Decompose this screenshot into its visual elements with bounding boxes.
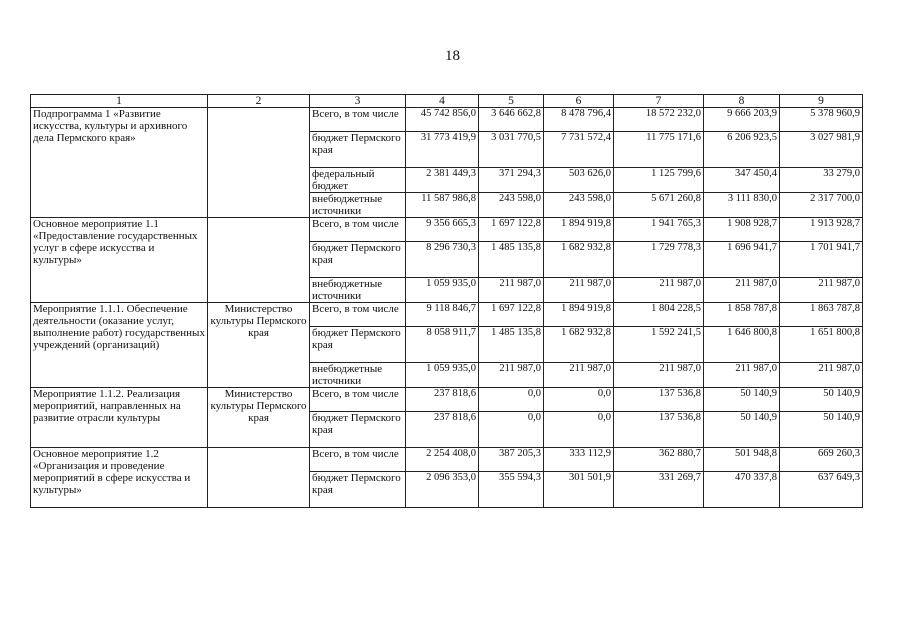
amount-cell: 1 913 928,7 <box>780 218 863 242</box>
column-number: 3 <box>310 95 406 108</box>
amount-cell: 211 987,0 <box>544 278 614 303</box>
table-row <box>31 448 863 472</box>
amount-cell: 3 031 770,5 <box>479 132 544 168</box>
amount-cell: 31 773 419,9 <box>406 132 479 168</box>
amount-cell: 3 027 981,9 <box>780 132 863 168</box>
table-row <box>31 303 863 327</box>
amount-cell: 5 671 260,8 <box>614 193 704 218</box>
amount-cell: 1 858 787,8 <box>704 303 780 327</box>
amount-cell: 211 987,0 <box>704 278 780 303</box>
amount-cell: 371 294,3 <box>479 168 544 193</box>
amount-cell: 211 987,0 <box>780 363 863 388</box>
program-name-cell: Подпрограмма 1 «Развитие искусства, культуры и архивного дела Пермского края» <box>31 108 208 218</box>
column-number: 1 <box>31 95 208 108</box>
funding-source-cell: внебюджетные источники <box>310 278 406 303</box>
amount-cell: 211 987,0 <box>780 278 863 303</box>
funding-source-cell: бюджет Пермского края <box>310 132 406 168</box>
amount-cell: 50 140,9 <box>704 388 780 412</box>
amount-cell: 211 987,0 <box>544 363 614 388</box>
amount-cell: 45 742 856,0 <box>406 108 479 132</box>
amount-cell: 1 697 122,8 <box>479 218 544 242</box>
amount-cell: 1 729 778,3 <box>614 242 704 278</box>
table-row <box>31 218 863 242</box>
amount-cell: 2 381 449,3 <box>406 168 479 193</box>
funding-source-cell: бюджет Пермского края <box>310 472 406 508</box>
amount-cell: 0,0 <box>544 412 614 448</box>
amount-cell: 1 696 941,7 <box>704 242 780 278</box>
amount-cell: 211 987,0 <box>614 278 704 303</box>
funding-source-cell: бюджет Пермского края <box>310 242 406 278</box>
responsible-cell: Министерство культуры Пермского края <box>208 303 310 388</box>
amount-cell: 669 260,3 <box>780 448 863 472</box>
amount-cell: 211 987,0 <box>614 363 704 388</box>
amount-cell: 237 818,6 <box>406 388 479 412</box>
amount-cell: 11 775 171,6 <box>614 132 704 168</box>
amount-cell: 2 254 408,0 <box>406 448 479 472</box>
funding-source-cell: бюджет Пермского края <box>310 327 406 363</box>
program-name-cell: Основное мероприятие 1.1 «Предоставление государственных услуг в сфере искусства и культуры» <box>31 218 208 303</box>
funding-source-cell: Всего, в том числе <box>310 218 406 242</box>
amount-cell: 50 140,9 <box>704 412 780 448</box>
table-row <box>31 108 863 132</box>
amount-cell: 1 485 135,8 <box>479 242 544 278</box>
amount-cell: 501 948,8 <box>704 448 780 472</box>
amount-cell: 1 682 932,8 <box>544 242 614 278</box>
amount-cell: 1 908 928,7 <box>704 218 780 242</box>
amount-cell: 347 450,4 <box>704 168 780 193</box>
amount-cell: 1 682 932,8 <box>544 327 614 363</box>
funding-source-cell: внебюджетные источники <box>310 363 406 388</box>
amount-cell: 8 478 796,4 <box>544 108 614 132</box>
amount-cell: 0,0 <box>479 412 544 448</box>
amount-cell: 8 296 730,3 <box>406 242 479 278</box>
amount-cell: 1 804 228,5 <box>614 303 704 327</box>
amount-cell: 1 592 241,5 <box>614 327 704 363</box>
funding-source-cell: федеральный бюджет <box>310 168 406 193</box>
amount-cell: 7 731 572,4 <box>544 132 614 168</box>
amount-cell: 2 317 700,0 <box>780 193 863 218</box>
amount-cell: 0,0 <box>544 388 614 412</box>
amount-cell: 3 111 830,0 <box>704 193 780 218</box>
amount-cell: 1 125 799,6 <box>614 168 704 193</box>
amount-cell: 1 651 800,8 <box>780 327 863 363</box>
amount-cell: 1 697 122,8 <box>479 303 544 327</box>
funding-source-cell: Всего, в том числе <box>310 303 406 327</box>
funding-source-cell: внебюджетные источники <box>310 193 406 218</box>
amount-cell: 9 666 203,9 <box>704 108 780 132</box>
table-row <box>31 388 863 412</box>
column-number: 5 <box>479 95 544 108</box>
amount-cell: 331 269,7 <box>614 472 704 508</box>
amount-cell: 637 649,3 <box>780 472 863 508</box>
column-number: 6 <box>544 95 614 108</box>
amount-cell: 1 894 919,8 <box>544 303 614 327</box>
amount-cell: 6 206 923,5 <box>704 132 780 168</box>
column-number-row <box>31 95 863 108</box>
program-name-cell: Мероприятие 1.1.1. Обеспечение деятельности (оказание услуг, выполнение работ) государственных учреждений (организаций) <box>31 303 208 388</box>
amount-cell: 470 337,8 <box>704 472 780 508</box>
amount-cell: 8 058 911,7 <box>406 327 479 363</box>
amount-cell: 50 140,9 <box>780 412 863 448</box>
amount-cell: 1 059 935,0 <box>406 278 479 303</box>
column-number: 9 <box>780 95 863 108</box>
amount-cell: 0,0 <box>479 388 544 412</box>
amount-cell: 9 356 665,3 <box>406 218 479 242</box>
amount-cell: 333 112,9 <box>544 448 614 472</box>
funding-source-cell: Всего, в том числе <box>310 448 406 472</box>
amount-cell: 5 378 960,9 <box>780 108 863 132</box>
page-number: 18 <box>445 48 460 64</box>
amount-cell: 1 485 135,8 <box>479 327 544 363</box>
amount-cell: 1 646 800,8 <box>704 327 780 363</box>
amount-cell: 355 594,3 <box>479 472 544 508</box>
amount-cell: 237 818,6 <box>406 412 479 448</box>
funding-source-cell: бюджет Пермского края <box>310 412 406 448</box>
amount-cell: 11 587 986,8 <box>406 193 479 218</box>
program-name-cell: Мероприятие 1.1.2. Реализация мероприятий, направленных на развитие отрасли культуры <box>31 388 208 448</box>
amount-cell: 2 096 353,0 <box>406 472 479 508</box>
amount-cell: 503 626,0 <box>544 168 614 193</box>
column-number: 8 <box>704 95 780 108</box>
amount-cell: 50 140,9 <box>780 388 863 412</box>
amount-cell: 362 880,7 <box>614 448 704 472</box>
funding-source-cell: Всего, в том числе <box>310 388 406 412</box>
responsible-cell <box>208 108 310 218</box>
responsible-cell <box>208 448 310 508</box>
amount-cell: 137 536,8 <box>614 412 704 448</box>
amount-cell: 1 701 941,7 <box>780 242 863 278</box>
amount-cell: 211 987,0 <box>479 363 544 388</box>
amount-cell: 137 536,8 <box>614 388 704 412</box>
responsible-cell: Министерство культуры Пермского края <box>208 388 310 448</box>
budget-table <box>30 94 863 508</box>
amount-cell: 9 118 846,7 <box>406 303 479 327</box>
amount-cell: 243 598,0 <box>479 193 544 218</box>
amount-cell: 33 279,0 <box>780 168 863 193</box>
amount-cell: 301 501,9 <box>544 472 614 508</box>
responsible-cell <box>208 218 310 303</box>
amount-cell: 1 894 919,8 <box>544 218 614 242</box>
amount-cell: 1 059 935,0 <box>406 363 479 388</box>
amount-cell: 211 987,0 <box>704 363 780 388</box>
amount-cell: 1 863 787,8 <box>780 303 863 327</box>
column-number: 4 <box>406 95 479 108</box>
column-number: 2 <box>208 95 310 108</box>
amount-cell: 211 987,0 <box>479 278 544 303</box>
amount-cell: 387 205,3 <box>479 448 544 472</box>
amount-cell: 243 598,0 <box>544 193 614 218</box>
column-number: 7 <box>614 95 704 108</box>
amount-cell: 1 941 765,3 <box>614 218 704 242</box>
funding-source-cell: Всего, в том числе <box>310 108 406 132</box>
program-name-cell: Основное мероприятие 1.2 «Организация и проведение мероприятий в сфере искусства и культуры» <box>31 448 208 508</box>
amount-cell: 3 646 662,8 <box>479 108 544 132</box>
amount-cell: 18 572 232,0 <box>614 108 704 132</box>
